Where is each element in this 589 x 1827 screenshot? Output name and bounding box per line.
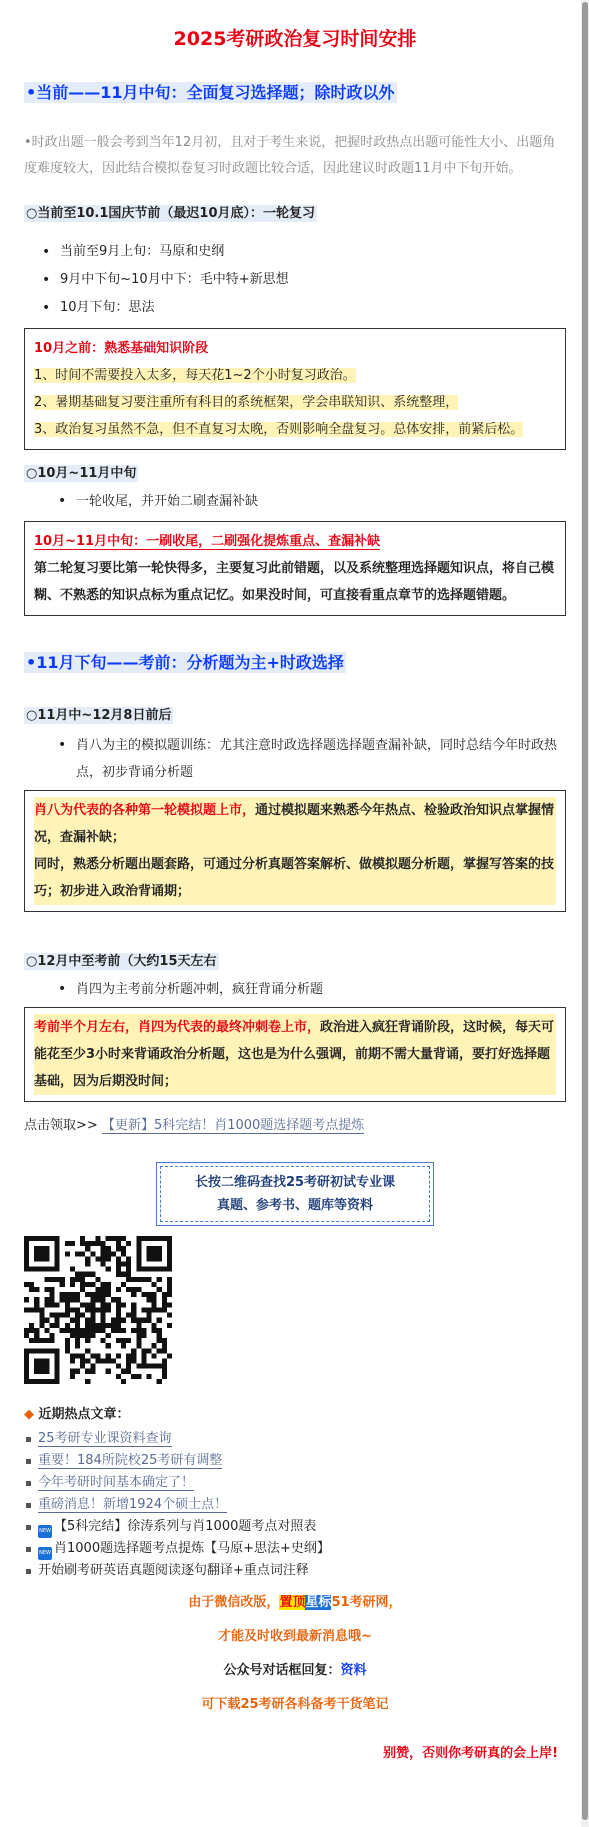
qr-banner-line: 真题、参考书、题库等资料 (216, 1198, 373, 1213)
list-item[interactable]: 重要！184所院校25考研有调整 (24, 1450, 566, 1472)
box-line: 2、暑期基础复习要注重所有科目的系统框架，学会串联知识、系统整理， (34, 395, 459, 410)
scrollbar-thumb[interactable] (582, 2, 588, 1820)
list-item: • 10月下旬：思法 (24, 294, 566, 322)
phase-2-box (24, 521, 566, 616)
footer-line-4: 可下载25考研各科备考干货笔记 (201, 1697, 389, 1712)
article-link[interactable]: 【更新】5科完结！肖1000题选择题考点提炼 (101, 1118, 365, 1133)
phase-2-list (24, 488, 566, 515)
box-text: 同时，熟悉分析题出题套路，可通过分析真题答案解析、做模拟题分析题，掌握写答案的技巧；初步进入政治背诵期； (34, 851, 556, 905)
list-item[interactable]: 今年考研时间基本确定了！ (24, 1472, 566, 1494)
box-text: 肖八为代表的各种第一轮模拟题上市，通过模拟题来熟悉今年热点、检验政治知识点掌握情况，查漏补缺； (34, 797, 556, 851)
list-item: • 肖四为主考前分析题冲刺，疯狂背诵分析题 (24, 976, 566, 1003)
page-title: 2025考研政治复习时间安排 (173, 28, 417, 50)
intro-paragraph: •时政出题一般会考到当年12月初，且对于考生来说，把握时政热点出题可能性大小、出题角度难度较大，因此结合模拟卷复习时政题比较合适，因此建议时政题11月中下旬开始。 (24, 135, 556, 176)
new-badge-icon: NEW (38, 1525, 52, 1538)
scrollbar[interactable] (581, 0, 589, 1827)
qr-code-image[interactable] (24, 1236, 172, 1384)
phase-heading-4: ○12月中至考前（大约15天左右 (26, 954, 217, 969)
box-title: 10月~11月中旬：一刷收尾，二刷强化提炼重点、查漏补缺 (34, 534, 381, 549)
qr-banner (156, 1162, 434, 1226)
footer-line-3: 公众号对话框回复：资料 (223, 1663, 367, 1678)
box-title: 10月之前：熟悉基础知识阶段 (34, 341, 209, 356)
list-item[interactable]: 开始刷考研英语真题阅读逐句翻译+重点词注释 (24, 1560, 566, 1582)
list-item[interactable]: 重磅消息！新增1924个硕士点！ (24, 1494, 566, 1516)
list-item[interactable]: NEW 肖1000题选择题考点提炼【马原+思法+史纲】 (24, 1538, 566, 1560)
phase-3-list (24, 732, 566, 786)
box-text: 考前半个月左右，肖四为代表的最终冲刺卷上市，政治进入疯狂背诵阶段，这时候，每天可能花至少3小时来背诵政治分析题，这也是为什么强调，前期不需大量背诵，要打好选择题基础，因为后期没时间； (34, 1014, 556, 1095)
list-item: • 当前至9月上旬：马原和史纲 (24, 238, 566, 266)
list-item: • 一轮收尾，并开始二刷查漏补缺 (24, 488, 566, 515)
section-heading-1: •当前——11月中旬：全面复习选择题；除时政以外 (26, 83, 395, 102)
phase-4-box (24, 1007, 566, 1102)
phase-heading-3: ○11月中~12月8日前后 (26, 708, 172, 723)
list-item: • 9月中下旬~10月中下：毛中特+新思想 (24, 266, 566, 294)
diamond-icon: ◆ (24, 1407, 34, 1422)
list-item[interactable]: 25考研专业课资料查询 (24, 1428, 566, 1450)
phase-heading-1: ○当前至10.1国庆节前（最迟10月底）：一轮复习 (26, 206, 316, 221)
new-badge-icon: NEW (38, 1547, 52, 1560)
box-line: 3、政治复习虽然不急，但不直复习太晚，否则影响全盘复习。总体安排，前紧后松。 (34, 422, 524, 437)
section-heading-2: •11月下旬——考前：分析题为主+时政选择 (26, 653, 344, 672)
sign-off: 别赞，否则你考研真的会上岸! (383, 1746, 558, 1761)
phase-1-box (24, 328, 566, 450)
qr-banner-line: 长按二维码查找25考研初试专业课 (194, 1175, 396, 1190)
phase-1-list (24, 238, 566, 322)
footer-line-1: 由于微信改版，置顶星标51考研网， (188, 1595, 402, 1610)
footer-line-2: 才能及时收到最新消息哦~ (218, 1629, 372, 1644)
phase-4-list (24, 976, 566, 1003)
list-item[interactable]: NEW 【5科完结】徐涛系列与肖1000题考点对照表 (24, 1516, 566, 1538)
box-line: 1、时间不需要投入太多，每天花1~2个小时复习政治。 (34, 368, 356, 383)
list-item: • 肖八为主的模拟题训练：尤其注意时政选择题选择题查漏补缺，同时总结今年时政热点，初步背诵分析题 (24, 732, 566, 786)
phase-heading-2: ○10月~11月中旬 (26, 466, 137, 481)
box-text: 第二轮复习要比第一轮快得多，主要复习此前错题，以及系统整理选择题知识点，将自己模糊、不熟悉的知识点标为重点记忆。如果没时间，可直接看重点章节的选择题错题。 (34, 561, 555, 603)
link-prefix: 点击领取>> (24, 1118, 98, 1133)
hot-articles-heading: ◆ 近期热点文章： (24, 1407, 130, 1422)
article-content (24, 0, 566, 1761)
phase-3-box (24, 790, 566, 912)
hot-articles-list (24, 1428, 566, 1582)
article-link-line (24, 1114, 566, 1138)
